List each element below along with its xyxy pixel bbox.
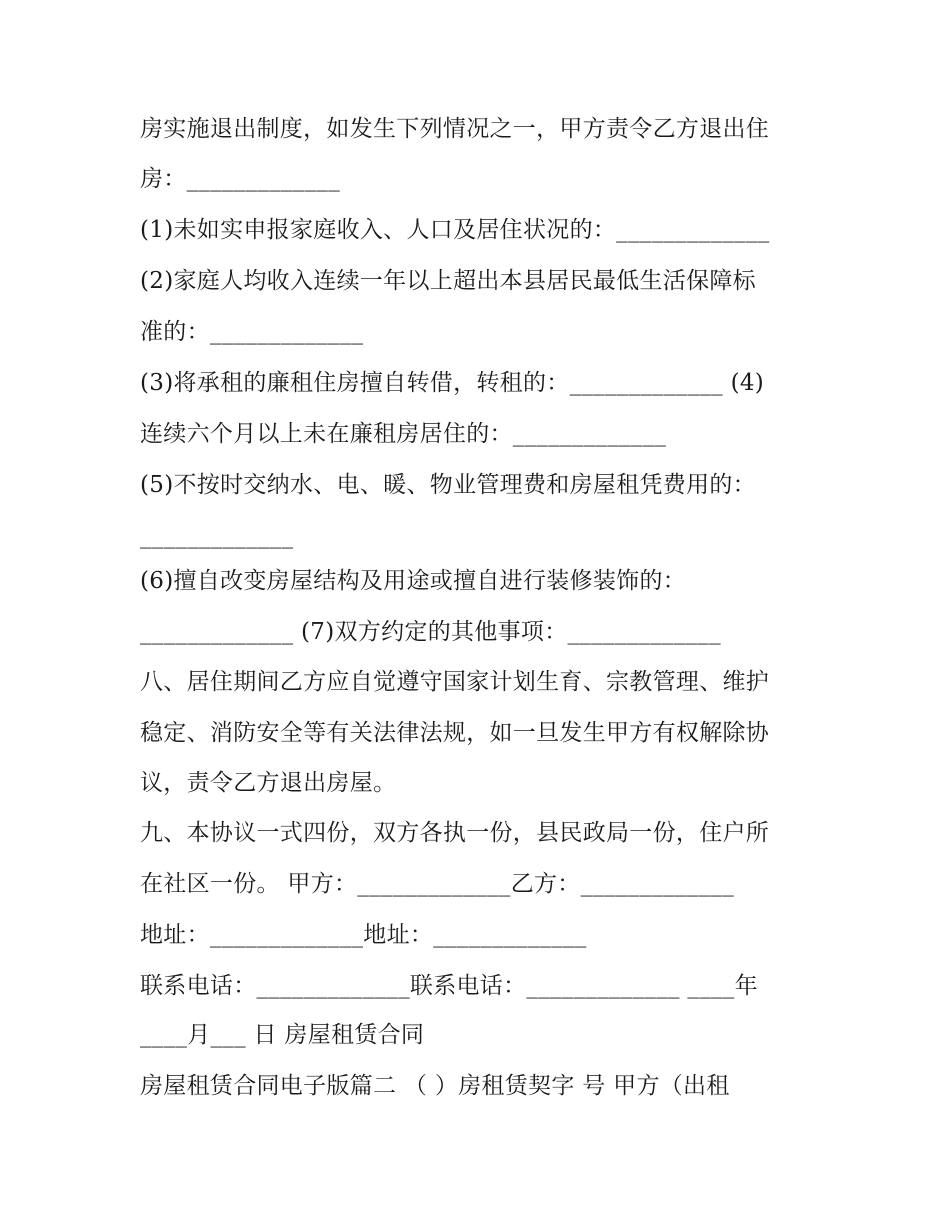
text-line: 联系电话：_____________联系电话：_____________ ____年	[140, 973, 758, 999]
text-line: (3)将承租的廉租住房擅自转借，转租的：_____________ (4)	[140, 370, 765, 396]
text-line: (1)未如实申报家庭收入、人口及居住状况的：_____________	[140, 217, 770, 243]
text-line: 房：_____________	[140, 166, 340, 192]
text-line: 八、居住期间乙方应自觉遵守国家计划生育、宗教管理、维护	[140, 669, 770, 695]
text-line: 连续六个月以上未在廉租房居住的：_____________	[140, 421, 667, 447]
text-line: 稳定、消防安全等有关法律法规，如一旦发生甲方有权解除协	[140, 720, 770, 746]
text-line: 议，责令乙方退出房屋。	[140, 770, 397, 796]
text-line: 九、本协议一式四份，双方各执一份，县民政局一份，住户所	[140, 820, 770, 846]
text-line: ____月___ 日 房屋租赁合同	[140, 1022, 425, 1048]
text-line: 地址：_____________地址：_____________	[140, 922, 587, 948]
text-line: _____________	[140, 523, 294, 549]
text-line: (2)家庭人均收入连续一年以上超出本县居民最低生活保障标	[140, 268, 756, 294]
text-line: _____________ (7)双方约定的其他事项：_____________	[140, 619, 721, 645]
text-line: 在社区一份。 甲方：_____________乙方：_____________	[140, 871, 735, 897]
text-line: 房屋租赁合同电子版篇二 （ ）房租赁契字 号 甲方（出租	[140, 1073, 730, 1099]
text-line: (6)擅自改变房屋结构及用途或擅自进行装修装饰的：	[140, 568, 687, 594]
text-line: 房实施退出制度，如发生下列情况之一，甲方责令乙方退出住	[140, 116, 770, 142]
text-line: (5)不按时交纳水、电、暖、物业管理费和房屋租凭费用的：	[140, 472, 756, 498]
text-line: 准的：_____________	[140, 319, 364, 345]
